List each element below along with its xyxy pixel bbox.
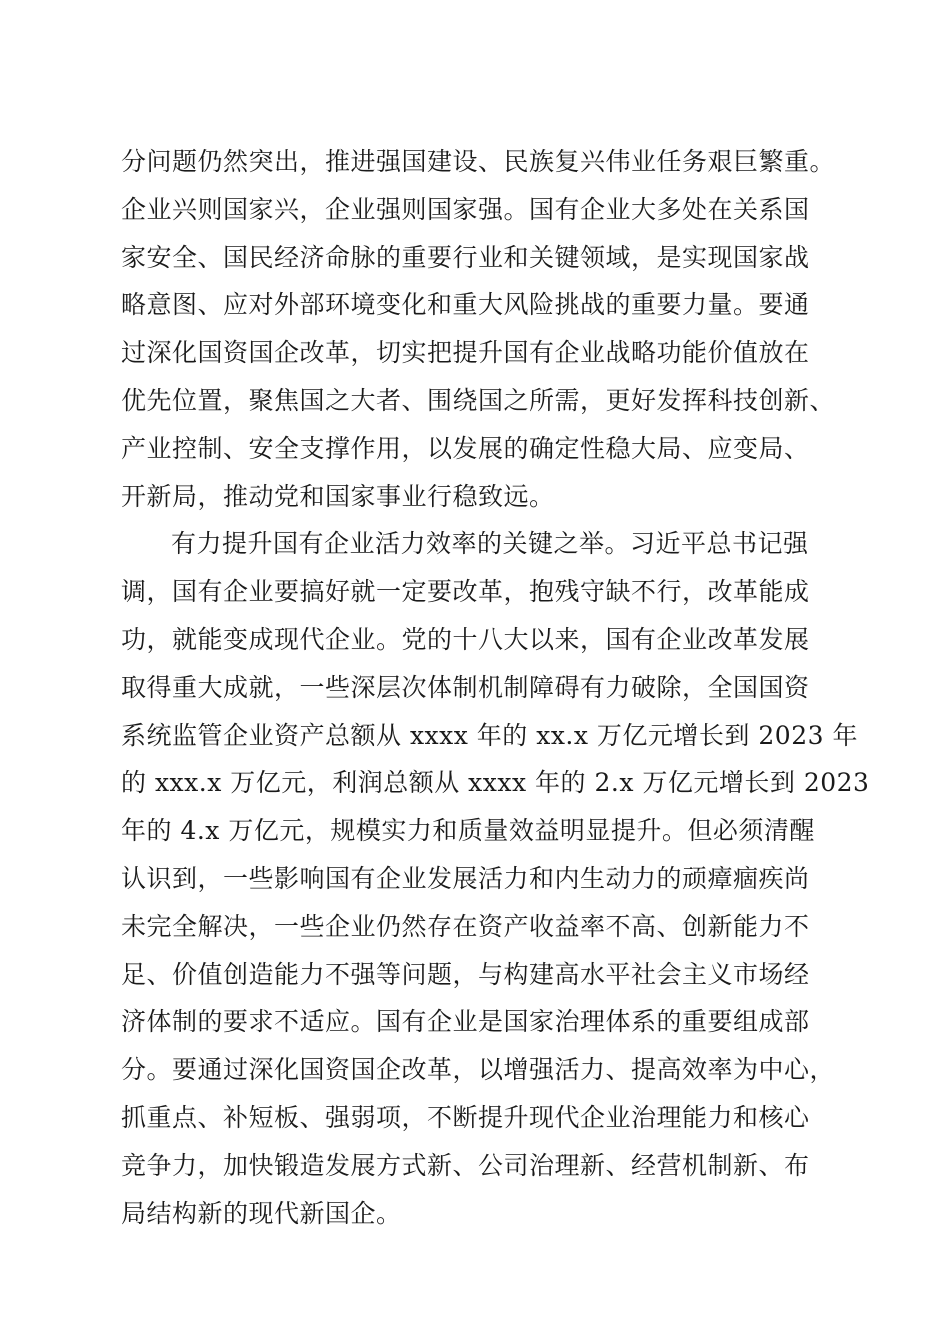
document-body [121, 138, 870, 1237]
text-line: 未完全解决，一些企业仍然存在资产收益率不高、创新能力不 [121, 911, 810, 941]
text-line: 的 xxx.x 万亿元，利润总额从 xxxx 年的 2.x 万亿元增长到 2023 [121, 768, 870, 798]
paragraph-1 [121, 138, 841, 520]
text-line: 分问题仍然突出，推进强国建设、民族复兴伟业任务艰巨繁重。 [121, 147, 836, 176]
text-line: 分。要通过深化国资国企改革，以增强活力、提高效率为中心， [121, 1055, 836, 1085]
text-line: 企业兴则国家兴，企业强则国家强。国有企业大多处在关系国 [121, 194, 810, 224]
text-line: 有力提升国有企业活力效率的关键之举。习近平总书记强 [171, 529, 809, 559]
text-line: 认识到，一些影响国有企业发展活力和内生动力的顽瘴痼疾尚 [121, 863, 810, 893]
text-line: 家安全、国民经济命脉的重要行业和关键领域，是实现国家战 [121, 242, 810, 272]
text-line: 竞争力，加快锻造发展方式新、公司治理新、经营机制新、布 [121, 1150, 810, 1180]
text-line: 年的 4.x 万亿元，规模实力和质量效益明显提升。但必须清醒 [121, 816, 815, 846]
text-line: 产业控制、安全支撑作用，以发展的确定性稳大局、应变局、 [121, 433, 810, 463]
text-line: 足、价值创造能力不强等问题，与构建高水平社会主义市场经 [121, 959, 810, 989]
text-line: 功，就能变成现代企业。党的十八大以来，国有企业改革发展 [121, 624, 810, 654]
text-line: 调，国有企业要搞好就一定要改革，抱残守缺不行，改革能成 [121, 577, 810, 607]
text-line: 抓重点、补短板、强弱项，不断提升现代企业治理能力和核心 [121, 1102, 810, 1132]
text-line: 济体制的要求不适应。国有企业是国家治理体系的重要组成部 [121, 1007, 810, 1037]
text-line: 优先位置，聚焦国之大者、围绕国之所需，更好发挥科技创新、 [121, 385, 836, 415]
text-line: 取得重大成就，一些深层次体制机制障碍有力破除，全国国资 [121, 672, 810, 702]
paragraph-2 [121, 520, 870, 1237]
text-line: 开新局，推动党和国家事业行稳致远。 [121, 481, 555, 511]
text-line: 局结构新的现代新国企。 [121, 1198, 402, 1228]
text-line: 略意图、应对外部环境变化和重大风险挑战的重要力量。要通 [121, 290, 810, 320]
text-line: 系统监管企业资产总额从 xxxx 年的 xx.x 万亿元增长到 2023 年 [121, 720, 858, 750]
text-line: 过深化国资国企改革，切实把提升国有企业战略功能价值放在 [121, 338, 810, 368]
